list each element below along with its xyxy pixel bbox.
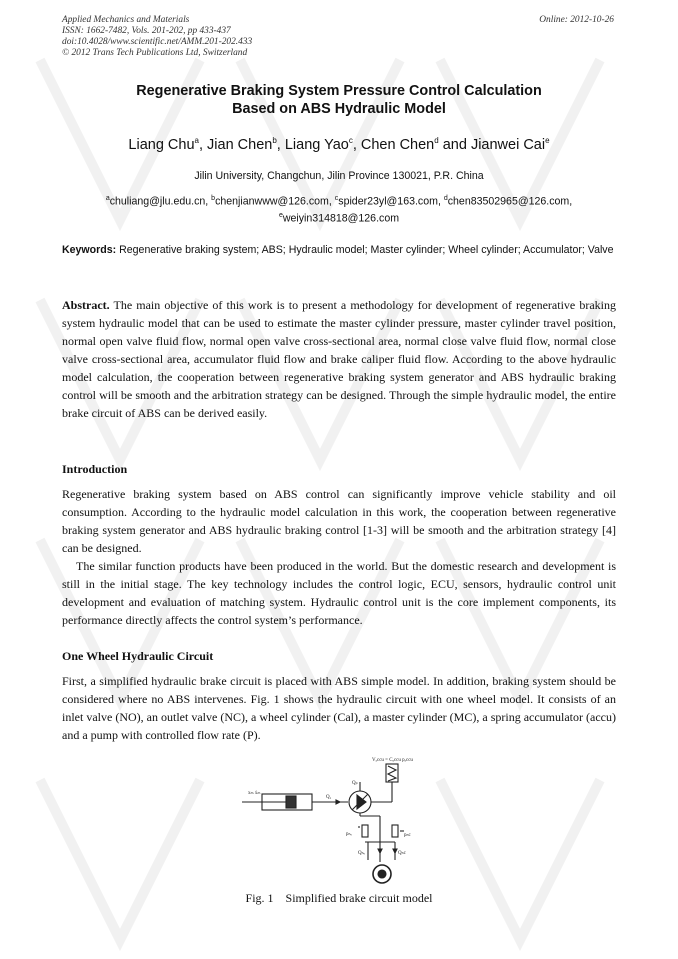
- label-qno: Qₙₒ: [358, 851, 366, 856]
- label-qp: Qₚ: [352, 781, 358, 786]
- journal-header: [62, 15, 252, 59]
- abstract: [62, 296, 616, 422]
- journal-name: Applied Mechanics and Materials: [62, 15, 190, 25]
- label-qnc: Qₙc: [398, 851, 406, 856]
- inlet-valve-no: [362, 825, 368, 837]
- label-pno: pₙₒ: [346, 832, 352, 837]
- online-date: Online: 2012-10-26: [539, 15, 614, 25]
- label-xm: xₘ ẋₘ: [248, 791, 261, 796]
- keywords-label: Keywords:: [62, 244, 117, 256]
- author-emails: $^a$chuliang@jlu.edu.cn, $^b$chenjianwww@126.com, $^c$spider23yl@163.com, $^d$chen83502965@126.com, $^e$weiyin314818@126.com: [105, 195, 573, 225]
- abstract-text: The main objective of this work is to present a methodology for development of regenerative braking system hydraulic model that can be used to estimate the master cylinder pressure, master cylinder travel position, normal open valve fluid flow, normal open valve cross-sectional area, normal close valve fluid flow, normal close valve cross-sectional area, accumulator fluid flow and brake caliper fluid flow. According to the above hydraulic model calculation, the cooperation between regenerative braking system generator and ABS hydraulic braking control will be smooth and the arbitration strategy can be designed. Through the simple hydraulic model, the entire brake circuit of ABS can be derived easily.: [62, 298, 616, 420]
- email-link[interactable]: spider23yl@163.com,: [338, 195, 444, 208]
- keywords: [62, 241, 616, 259]
- label-pnc: pₙc: [404, 833, 411, 838]
- accu-equation: Vₐccu = Cₐccu pₐccu: [372, 758, 413, 763]
- section-heading: One Wheel Hydraulic Circuit: [62, 649, 214, 663]
- email-link[interactable]: chuliang@jlu.edu.cn,: [109, 195, 212, 208]
- label-q1: Q₁: [326, 795, 332, 800]
- author: Chen Chen$^d$ and: [360, 136, 471, 153]
- introduction-paragraph-1: Regenerative braking system based on ABS control can significantly improve vehicle stability and oil consumption. According to the hydraulic model calculation in this work, the cooperation between regenerative braking system generator and ABS hydraulic braking control [1-3] will be smooth and the arbitration strategy [4] can be designed.: [62, 487, 616, 555]
- title-line-2: Based on ABS Hydraulic Model: [232, 101, 446, 117]
- author: Liang Chu$^a$,: [128, 136, 208, 153]
- brake-circuit-figure: [240, 752, 440, 892]
- doi-link[interactable]: doi:10.4028/www.scientific.net/AMM.201-202.433: [62, 37, 253, 47]
- email-link[interactable]: chenjianwww@126.com,: [215, 195, 335, 208]
- outlet-valve-nc: [392, 825, 398, 837]
- title-line-1: Regenerative Braking System Pressure Control Calculation: [136, 83, 542, 99]
- introduction-heading: Introduction: [62, 462, 128, 476]
- abstract-label: Abstract.: [62, 298, 110, 312]
- email-link[interactable]: weiyin314818@126.com: [282, 212, 400, 225]
- keywords-text: Regenerative braking system; ABS; Hydraulic model; Master cylinder; Wheel cylinder; Accumulator; Valve: [116, 244, 614, 256]
- affiliation: Jilin University, Changchun, Jilin Province 130021, P.R. China: [194, 170, 484, 182]
- hydraulic-circuit-diagram: [240, 752, 440, 892]
- paper-title: [62, 82, 616, 118]
- author: Jianwei Cai$^e$: [470, 136, 550, 153]
- figure-caption: Fig. 1 Simplified brake circuit model: [245, 891, 433, 905]
- master-piston: [286, 796, 296, 808]
- copyright: © 2012 Trans Tech Publications Ltd, Switzerland: [62, 48, 248, 58]
- author-list: [62, 132, 616, 154]
- author: Jian Chen$^b$,: [207, 136, 285, 153]
- section-paragraph: First, a simplified hydraulic brake circuit is placed with ABS simple model. In addition, braking system should be considered where no ABS intervenes. Fig. 1 shows the hydraulic circuit with one wheel model. It consists of an inlet valve (NO), an outlet valve (NC), a wheel cylinder (Cal), a master cylinder (MC), a spring accumulator (accu) and a pump with controlled flow rate (P).: [62, 674, 616, 742]
- email-link[interactable]: chen83502965@126.com,: [447, 195, 573, 208]
- introduction-paragraph-2: The similar function products have been produced in the world. But the domestic research and development is still in the initial stage. The key technology includes the control logic, ECU, sensors, hydraulic control unit development and evaluation of matching system. Hydraulic control unit is the core implement components, its performance directly affects the control system’s performance.: [62, 559, 616, 627]
- author: Liang Yao$^c$,: [284, 136, 361, 153]
- issn: ISSN: 1662-7482, Vols. 201-202, pp 433-437: [62, 26, 231, 36]
